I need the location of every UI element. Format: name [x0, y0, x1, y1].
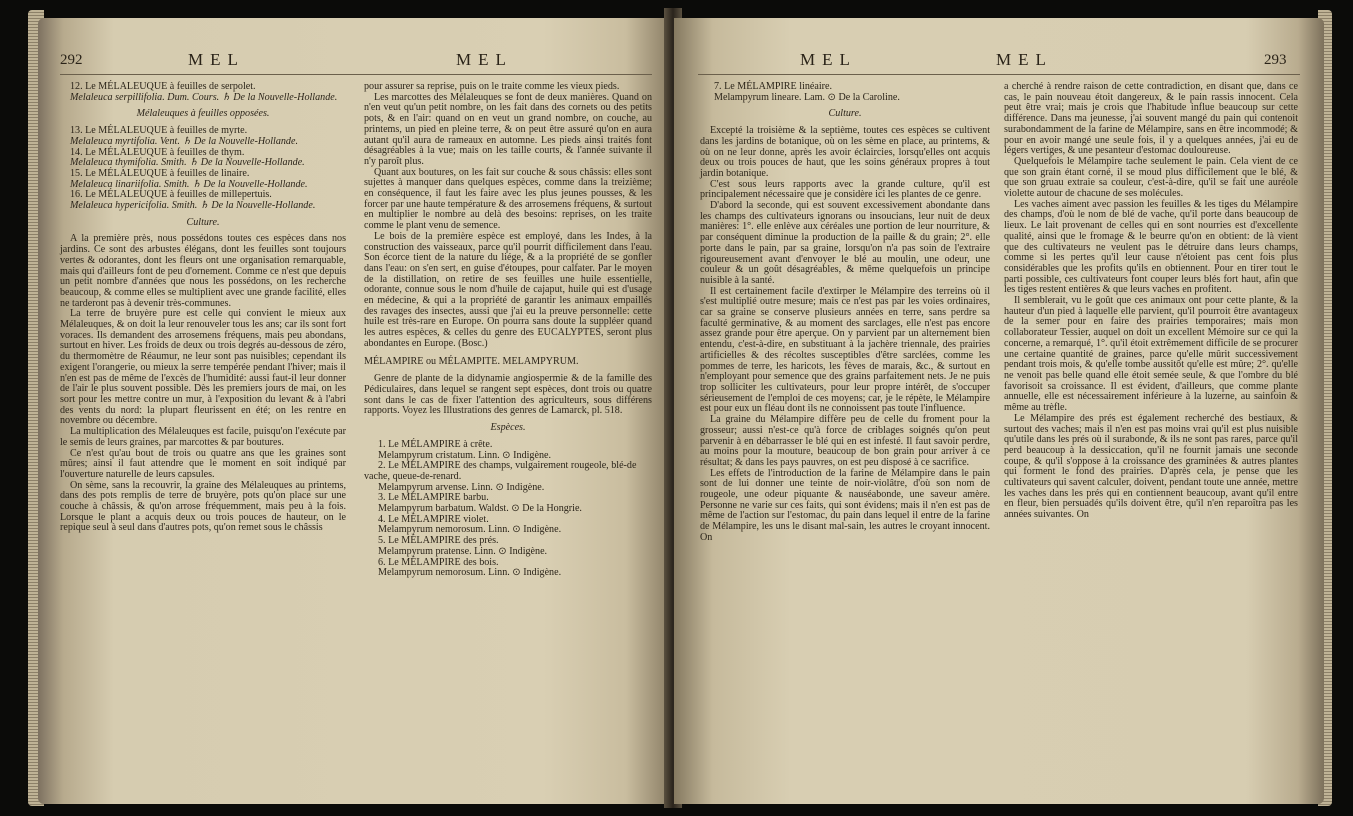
left-running-head-1: MEL — [188, 50, 245, 69]
paragraph: Ce n'est qu'au bout de trois ou quatre ans que les graines sont mûres; ainsi il faut attendre que le moment en soit indiqué par l'ouverture naturelle de leurs capsules. — [60, 447, 346, 480]
paragraph: Les marcottes des Mélaleuques se font de deux manières. Quand on n'en veut qu'un petit nombre, on les fait dans des cornets ou des petits pots, & en l'air: quand on en veut un grand nombre, on couche, au printems, un pied en pleine terre, & on peut être assuré qu'on en aura autant qu'il aura de rameaux en automne. Les pieds ainsi traités font désagréables à la vue; mais on les taille courts, & l'année suivante il n'y paroît plus. — [364, 91, 652, 167]
species-line: 5. Le MÉLAMPIRE des prés. — [378, 535, 499, 547]
right-column-1 — [700, 82, 990, 544]
species-line: Melampyrum pratense. Linn. ⊙ Indigène. — [378, 545, 548, 557]
paragraph: Les effets de l'introduction de la farine de Mélampire dans le pain sont de lui donner une teinte de noir-violâtre, d'où son nom de rougeole, une odeur piquante & nauséabonde, une saveur amère. Personne ne varie sur ces faits, qui sont évidens; mais il n'en est pas de même de l'action sur l'estomac, du pain dans lequel il entre de la farine de Mélampire, les uns le disant mal-sain, les autres le croyant innocent. On — [700, 467, 990, 543]
paragraph: D'abord la seconde, qui est souvent excessivement abondante dans les champs des cultivateurs ignorans ou insoucians, leur nuit de deux manières: 1°. elle enlève aux céréales une portion de leur nourriture, & par conséquent diminue la production de la paille & du grain; 2°. elle porte dans le pain, par sa graine, lorsqu'on n'a pas soin de l'extraire rigoureusement avant d'envoyer le blé au moulin, une odeur, une couleur & un goût désagréables, & même quelquefois un principe nuisible à la santé. — [700, 200, 990, 286]
species-entry: 14. Le MÉLALEUQUE à feuilles de thym. — [70, 146, 245, 158]
species-entry: 16. Le MÉLALEUQUE à feuilles de millepertuis. — [70, 189, 272, 201]
species-line: Melampyrum arvense. Linn. ⊙ Indigène. — [378, 481, 545, 493]
species-line: 6. Le MÉLAMPIRE des bois. — [378, 556, 499, 568]
species-entry: 13. Le MÉLALEUQUE à feuilles de myrte. — [70, 125, 248, 137]
species-entry: 12. Le MÉLALEUQUE à feuilles de serpolet. — [70, 81, 256, 92]
section-heading: Culture. — [186, 216, 220, 228]
left-page-number: 292 — [60, 52, 83, 68]
paragraph: Le bois de la première espèce est employé, dans les Indes, à la construction des vaisseaux, parce qu'il pourrit difficilement dans l'eau. Son écorce tient de la nature du liége, & a la propriété de se gonfler dans l'eau: on s'en sert, en guise d'étoupes, pour calfater. Par le moyen de la distillation, on retire de ses feuilles une huile essentielle, odorante, connue sous le nom d'huile de cajaput, huile qui est d'usage en médecine, & qui a la propriété de garantir les animaux empaillés des ravages des insectes, aussi que j'ai eu la preuve personnelle: cette huile est très-rare en Europe. On pourra sans doute la suppléer quand les autres espèces, & celles du genre des EUCALYPTES, seront plus abondantes en Europe. (Bosc.) — [364, 230, 652, 349]
right-running-head-2: MEL — [996, 50, 1053, 69]
species-line: 3. Le MÉLAMPIRE barbu. — [378, 492, 489, 504]
latin-name: Melaleuca hypericifolia. Smith. ♄ De la Nouvelle-Hollande. — [70, 200, 316, 212]
section-heading: Espèces. — [490, 422, 526, 434]
right-header-rule — [698, 74, 1300, 75]
paragraph: a cherché à rendre raison de cette contradiction, en disant que, dans ce cas, le pain nouveau étoit dangereux, & le pain rassis innocent. Cela peut être vrai; mais je crois que l'habitude influe beaucoup sur cette différence. Dans ma jeunesse, j'ai souvent mangé du pain qui contenoit surabondamment de la farine de Mélampire, sans en être incommodé; & pour en avoir mangé une seule fois, il y a quelques années, j'ai eu de légers vertiges, & une pesanteur d'estomac douloureuse. — [1004, 81, 1298, 157]
species-line: 7. Le MÉLAMPIRE linéaire. — [714, 81, 833, 92]
species-line: Melampyrum lineare. Lam. ⊙ De la Caroline. — [714, 91, 900, 103]
paragraph: Il semblerait, vu le goût que ces animaux ont pour cette plante, & la hauteur d'un pied à laquelle elle parvient, qu'il pourroit être avantageux de la semer pour en faire des prairies temporaires; mais mon collaborateur Tessier, auquel on doit un excellent Mémoire sur ce qui la concerne, a remarqué, 1°. qu'il étoit extrêmement difficile de se procurer une certaine quantité de graines, parce qu'elle mûrit successivement pendant trois mois, & qu'elle tombe aussitôt qu'elle est mûre; 2°. qu'elle ne venoit pas belle quand elle étoit semée seule, & que l'ombre du blé favorisoit sa croissance. Il est évident, d'ailleurs, que comme plante annuelle, elle est nécessairement inférieure à la luzerne, au sainfoin & même au trèfle. — [1004, 295, 1298, 414]
species-line: Melampyrum nemorosum. Linn. ⊙ Indigène. — [378, 524, 562, 536]
paragraph: Genre de plante de la didynamie angiospermie & de la famille des Pédiculaires, dans lequel se rangent sept espèces, dont trois ou quatre sont dans le cas de fixer l'attention des agriculteurs, sous différens rapports. Voyez les Illustrations des genres de Lamarck, pl. 518. — [364, 373, 652, 417]
paragraph: A la première près, nous possédons toutes ces espèces dans nos jardins. Ce sont des arbustes élégans, dont les feuilles sont toujours vertes & odorantes, dont les fleurs ont une organisation remarquable, mais qui d'ailleurs font de peu d'ornement. Comme ce n'est que depuis un petit nombre d'années que nous les possédons, on les recherche beaucoup, & comme elles se multiplient avec une grande facilité, elles ne tarderont pas à devenir très-communes. — [60, 233, 346, 309]
left-column-2 — [364, 82, 652, 579]
right-running-head-1: MEL — [800, 50, 857, 69]
right-page-number: 293 — [1264, 52, 1287, 68]
paragraph: Excepté la troisième & la septième, toutes ces espèces se cultivent dans les jardins de botanique, où on les sème en place, au printems, & où on ne leur donne, après les avoir éclaircies, lorsqu'elles ont acquis deux ou trois pouces de haut, que les soins généraux propres à tout jardin botanique. — [700, 125, 990, 179]
latin-name: Melaleuca linariifolia. Smith. ♄ De la Nouvelle-Hollande. — [70, 178, 308, 190]
paragraph: La multiplication des Mélaleuques est facile, puisqu'on l'exécute par le semis de leurs graines, par marcottes & par boutures. — [60, 426, 346, 448]
species-line: Melampyrum nemorosum. Linn. ⊙ Indigène. — [378, 567, 562, 579]
left-running-head-2: MEL — [456, 50, 513, 69]
left-header-rule — [60, 74, 652, 75]
right-page — [674, 18, 1324, 804]
species-line: Melampyrum barbatum. Waldst. ⊙ De la Hongrie. — [378, 503, 582, 515]
left-column-1 — [60, 82, 346, 534]
paragraph: Quelquefois le Mélampire tache seulement le pain. Cela vient de ce que son grain étant corné, il se moud plus difficilement que le blé, & que son gruau extraie sa couleur, c'est-à-dire, qu'il se fait une auréole violette autour de chacune de ses molécules. — [1004, 155, 1298, 200]
latin-name: Melaleuca thymifolia. Smith. ♄ De la Nouvelle-Hollande. — [70, 157, 305, 169]
right-column-2 — [1004, 82, 1298, 521]
species-line: 4. Le MÉLAMPIRE violet. — [378, 513, 489, 525]
left-page — [38, 18, 670, 804]
paragraph: Il est certainement facile d'extirper le Mélampire des terreins où il s'est multiplié outre mesure; mais ce n'est pas par les voies ordinaires, car sa graine se conserve plusieurs années en terre, sans perdre sa faculté germinative, & au moment des sarclages, elle n'est pas encore assez grande pour être aperçue. On y parvient par un alternement bien entendu, c'est-à-dire, en substituant à la jachère triennale, des prairies artificielles & des récoltes susceptibles d'être sarclées, comme les pommes de terre, les haricots, les fèves de marais, &c., & surtout en n'employant pour semence que des grains parfaitement nets. Je ne puis trop solliciter les cultivateurs, pour leur propre intérêt, de s'occuper sérieusement de l'emploi de ces moyens; car, je le répète, le Mélampire est pour eux un fléau dont ils ne connoissent pas toute l'influence. — [700, 285, 990, 415]
paragraph: On sème, sans la recouvrir, la graine des Mélaleuques au printems, dans des pots remplis de terre de bruyère, pots qu'on place sur une couche à châssis, & qu'on arrose fréquemment, mais peu à la fois. Lorsque le plant a acquis deux ou trois pouces de hauteur, on le repique seul à seul dans d'autres pots, qu'on remet sous le châssis — [60, 479, 346, 534]
paragraph: La graine du Mélampire diffère peu de celle du froment pour la grosseur; aussi n'est-ce qu'à force de criblages soignés qu'on peut parvenir à en débarrasser le blé qui en est infesté. Il faut savoir perdre, au moins pour la mouture, beaucoup de bon grain pour arriver à ce résultat; & dans les pays pauvres, on est peu disposé à ce sacrifice. — [700, 414, 990, 468]
paragraph: MÉLAMPIRE ou MÉLAMPITE. MELAMPYRUM. — [364, 355, 579, 367]
species-line: 2. Le MÉLAMPIRE des champs, vulgairement rougeole, blé-de vache, queue-de-renard. — [364, 460, 637, 482]
latin-name: Melaleuca serpillifolia. Dum. Cours. ♄ De la Nouvelle-Hollande. — [70, 91, 338, 103]
species-entry: 15. Le MÉLALEUQUE à feuilles de linaire. — [70, 167, 250, 179]
paragraph: C'est sous leurs rapports avec la grande culture, qu'il est principalement nécessaire que je considère ici les plantes de ce genre. — [700, 178, 990, 201]
species-line: Melampyrum cristatum. Linn. ⊙ Indigène. — [378, 449, 552, 461]
paragraph: La terre de bruyère pure est celle qui convient le mieux aux Mélaleuques, & on doit la leur renouveler tous les ans; car ils sont fort voraces. Ils demandent des arrosemens fréquens, mais peu abondans, surtout en hiver. Les froids de deux ou trois degrés au-dessous de zéro, du thermomètre de Réaumur, ne leur sont pas nuisibles; cependant ils exigent l'orangerie, ou mieux la serre tempérée pendant l'hiver; mais il n'en est pas de même de l'excès de l'humidité: aussi faut-il leur donner de l'air le plus souvent possible. Dès les premiers jours de mai, on les sort pour les mettre contre un mur, à l'exposition du levant & à l'abri des vents du nord: la plupart fleurissent en été; on les rentre en novembre ou décembre. — [60, 308, 346, 427]
latin-name: Melaleuca myrtifolia. Vent. ♄ De la Nouvelle-Hollande. — [70, 135, 298, 147]
paragraph: pour assurer sa reprise, puis on le traite comme les vieux pieds. — [364, 81, 620, 92]
section-heading: Culture. — [828, 108, 862, 120]
paragraph: Le Mélampire des prés est également recherché des bestiaux, & surtout des vaches; mais il n'en est pas moins vrai qu'il est plus nuisible qu'utile dans les prés où il surabonde, & ils ne sont pas rares, parce qu'il perd beaucoup à la dessiccation, qu'il ne fournit jamais une seconde coupe, & qu'il s'oppose à la croissance des graminées & autres plantes qui forment le fond des prairies. D'après cela, je pense que les cultivateurs qui savent calculer, doivent, pendant toute une année, mettre les vaches dans les prés qui en contiennent beaucoup, avant qu'il entre en fleur, bien persuadés qu'ils doivent être, qu'il n'en reparoîtra pas les années suivantes. On — [1004, 412, 1298, 521]
paragraph: Quant aux boutures, on les fait sur couche & sous châssis: elles sont sujettes à manquer dans quelques espèces, comme dans la treizième; en conséquence, il faut les faire avec les plus jeunes pousses, & les forcer par une haute température & des arrosemens fréquens, & surtout en multiplier le nombre au delà des besoins: reprises, on les traite comme le plant venu de semence. — [364, 166, 652, 232]
paragraph: Les vaches aiment avec passion les feuilles & les tiges du Mélampire des champs, d'où le nom de blé de vache, qu'il porte dans beaucoup de lieux. Le lait provenant de celles qui en sont nourries est d'excellente qualité, ainsi que le fromage & le beurre qu'on en obtient: de là vient que des cultivateurs ne veulent pas le détruire dans leurs champs, comme si les pertes qu'il leur cause n'étoient pas cent fois plus considérables que les profits qu'ils en obtiennent. Pour en tirer tout le parti possible, ces cultivateurs font couper leurs blés fort haut, afin que les tiges restent entières & que leurs vaches en profitent. — [1004, 198, 1298, 296]
species-line: 1. Le MÉLAMPIRE à crête. — [378, 438, 493, 450]
section-heading: Mélaleuques à feuilles opposées. — [136, 108, 270, 120]
